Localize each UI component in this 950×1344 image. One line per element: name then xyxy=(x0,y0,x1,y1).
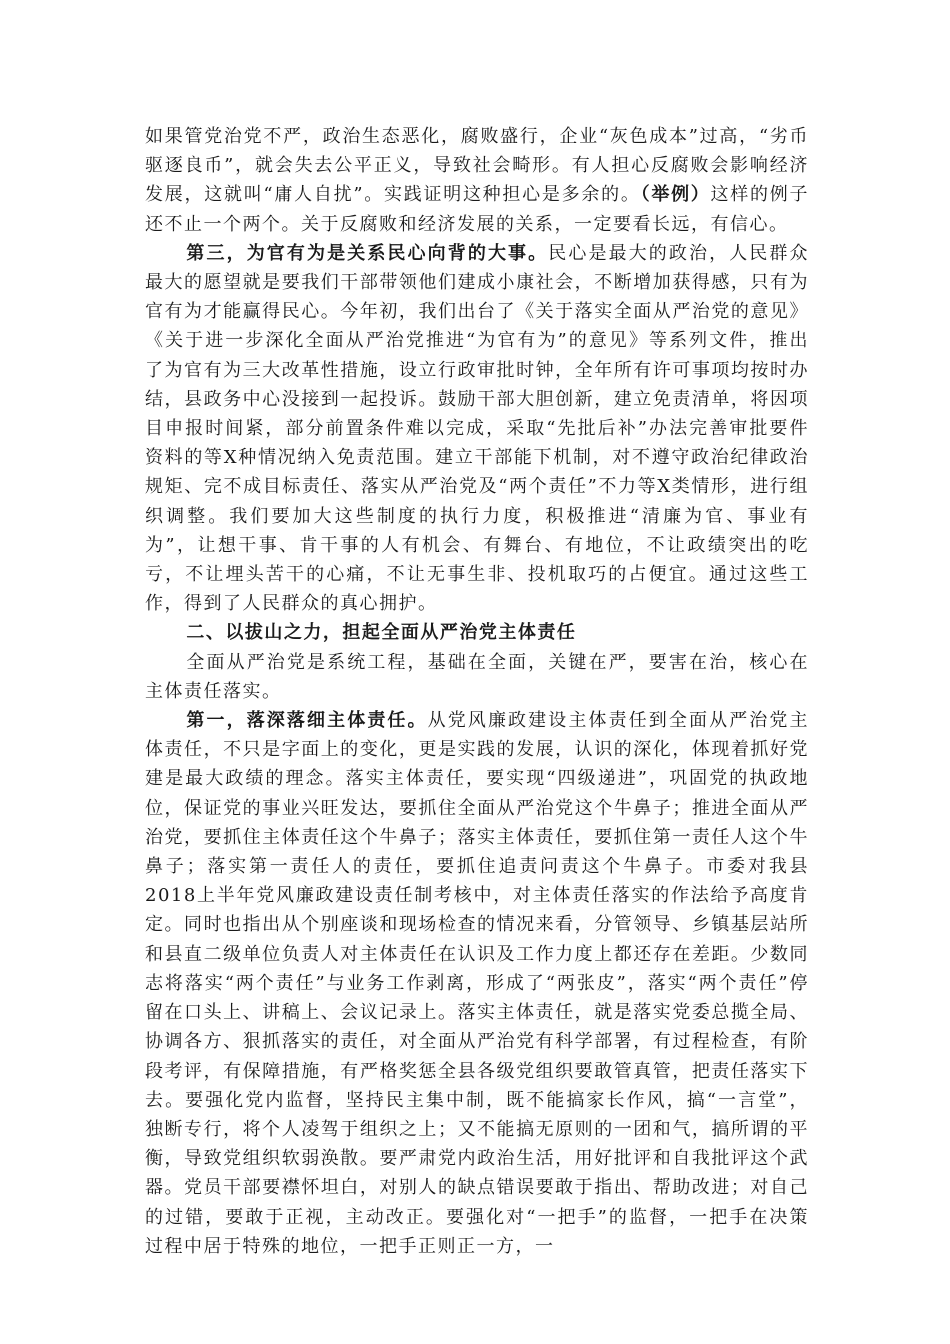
paragraph-lead: 第一，落深落细主体责任。 xyxy=(186,710,428,732)
paragraph-anticorruption-economy xyxy=(145,122,809,239)
paragraph-first-point xyxy=(145,706,809,1261)
paragraph-text: 这样的例子还不止一个两个。关于反腐败和经济发展的关系，一定要看长远，有信心。 xyxy=(145,184,809,235)
paragraph-text: 如果管党治党不严，政治生态恶化，腐败盛行，企业“灰色成本”过高，“劣币驱逐良币”，就会失去公平正义，导致社会畸形。有人担心反腐败会影响经济发展，这就叫“庸人自扰”。实践证明这种担心是多余的。 xyxy=(145,126,809,206)
example-marker: （举例） xyxy=(640,184,711,206)
section-heading-2: 二、以拔山之力，担起全面从严治党主体责任 xyxy=(186,622,577,644)
paragraph-lead: 第三，为官有为是关系民心向背的大事。 xyxy=(186,242,549,264)
paragraph-third-point xyxy=(145,239,809,619)
paragraph-section-intro: 全面从严治党是系统工程，基础在全面，关键在严，要害在治，核心在主体责任落实。 xyxy=(145,651,809,702)
document-page xyxy=(145,122,809,1261)
paragraph-text: 从党风廉政建设主体责任到全面从严治党主体责任，不只是字面上的变化，更是实践的发展，认识的深化，体现着抓好党建是最大政绩的理念。落实主体责任，要实现“四级递进”，巩固党的执政地位，保证党的事业兴旺发达，要抓住全面从严治党这个牛鼻子；推进全面从严治党，要抓住主体责任这个牛鼻子；落实主体责任，要抓住第一责任人这个牛鼻子；落实第一责任人的责任，要抓住追责问责这个牛鼻子。市委对我县2018上半年党风廉政建设责任制考核中，对主体责任落实的作法给予高度肯定。同时也指出从个别座谈和现场检查的情况来看，分管领导、乡镇基层站所和县直二级单位负责人对主体责任在认识及工作力度上都还存在差距。少数同志将落实“两个责任”与业务工作剥离，形成了“两张皮”，落实“两个责任”停留在口头上、讲稿上、会议记录上。落实主体责任，就是落实党委总揽全局、协调各方、狠抓落实的责任，对全面从严治党有科学部署，有过程检查，有阶段考评，有保障措施，有严格奖惩全县各级党组织要敢管真管，把责任落实下去。要强化党内监督，坚持民主集中制，既不能搞家长作风，搞“一言堂”，独断专行，将个人凌驾于组织之上；又不能搞无原则的一团和气，搞所谓的平衡，导致党组织软弱涣散。要严肃党内政治生活，用好批评和自我批评这个武器。党员干部要襟怀坦白，对别人的缺点错误要敢于指出、帮助改进；对自己的过错，要敢于正视，主动改正。要强化对“一把手”的监督，一把手在决策过程中居于特殊的地位，一把手正则正一方，一 xyxy=(145,710,810,1257)
paragraph-text: 民心是最大的政治，人民群众最大的愿望就是要我们干部带领他们建成小康社会，不断增加获得感，只有为官有为才能赢得民心。今年初，我们出台了《关于落实全面从严治党的意见》《关于进一步深化全面从严治党推进“为官有为”的意见》等系列文件，推出了为官有为三大改革性措施，设立行政审批时钟，全年所有许可事项均按时办结，县政务中心没接到一起投诉。鼓励干部大胆创新，建立免责清单，将因项目申报时间紧，部分前置条件难以完成，采取“先批后补”办法完善审批要件资料的等X种情况纳入免责范围。建立干部能下机制，对不遵守政治纪律政治规矩、完不成目标责任、落实从严治党及“两个责任”不力等X类情形，进行组织调整。我们要加大这些制度的执行力度，积极推进“清廉为官、事业有为”，让想干事、肯干事的人有机会、有舞台、有地位，不让政绩突出的吃亏，不让埋头苦干的心痛，不让无事生非、投机取巧的占便宜。通过这些工作，得到了人民群众的真心拥护。 xyxy=(145,242,810,615)
